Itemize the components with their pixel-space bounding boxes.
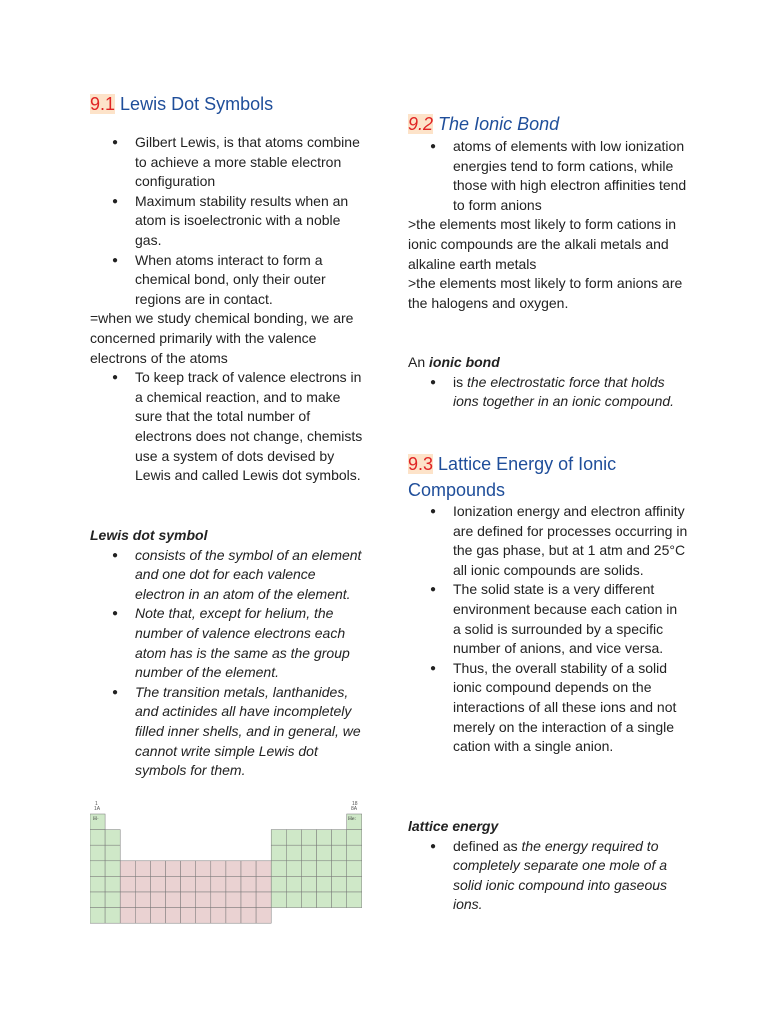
table-cell xyxy=(271,845,286,861)
table-cell xyxy=(241,892,256,908)
section-title: Lattice Energy of Ionic xyxy=(438,454,617,474)
group-1-label: 1 xyxy=(95,801,98,807)
definition-lead: defined as xyxy=(453,837,522,854)
table-cell xyxy=(90,908,105,924)
table-cell xyxy=(241,861,256,877)
paragraph: >the elements most likely to form cations in ionic compounds are the alkali metals and alkaline earth metals xyxy=(408,216,677,272)
table-cell xyxy=(317,845,332,861)
table-cell xyxy=(211,876,226,892)
list-item: ● atoms of elements with low ionization energies tend to form cations, while those with high electron affinities tend to form anions xyxy=(408,137,688,215)
table-cell xyxy=(271,861,286,877)
bullet-list xyxy=(90,368,365,486)
list-item: ● The transition metals, lanthanides, and actinides all have incompletely filled inner shells, and in general, we cannot write simple Lewis dot symbols for them. xyxy=(90,683,365,781)
table-cell xyxy=(90,861,105,877)
group-1a-label: 1A xyxy=(94,806,101,812)
bullet-list xyxy=(408,502,688,757)
table-cell xyxy=(120,861,135,877)
table-cell xyxy=(317,830,332,846)
table-cell xyxy=(150,876,165,892)
table-cell xyxy=(286,861,301,877)
section-number: 9.1 xyxy=(90,94,116,114)
table-cell xyxy=(105,845,120,861)
bullet-list xyxy=(90,133,365,309)
table-cell xyxy=(241,908,256,924)
table-cell xyxy=(286,845,301,861)
hydrogen-symbol: H· xyxy=(93,816,99,822)
section-9-3-heading xyxy=(408,451,616,503)
table-cell xyxy=(90,876,105,892)
table-cell xyxy=(317,861,332,877)
term-heading: Lewis dot symbol xyxy=(90,527,208,543)
table-cell xyxy=(271,830,286,846)
table-cell xyxy=(105,892,120,908)
table-cell xyxy=(196,861,211,877)
table-cell xyxy=(317,892,332,908)
table-cell xyxy=(332,876,347,892)
definition-text: the energy required to completely separate one mole of a solid ionic compound into gaseous ions. xyxy=(453,837,668,913)
term-heading: ionic bond xyxy=(429,354,500,370)
section-title-cont: Compounds xyxy=(408,480,506,500)
table-cell xyxy=(256,908,271,924)
section-9-3-body xyxy=(408,502,688,757)
table-cell xyxy=(226,908,241,924)
table-cell xyxy=(301,861,316,877)
table-cell xyxy=(256,892,271,908)
list-item xyxy=(408,373,688,412)
list-item xyxy=(408,837,688,915)
table-cell xyxy=(347,830,362,846)
list-item: ● Maximum stability results when an atom is isoelectronic with a noble gas. xyxy=(90,192,365,251)
list-item: ● To keep track of valence electrons in a chemical reaction, and to make sure that the total number of electrons does not change, chemists use a system of dots devised by Lewis and called Lewis dot symbols. xyxy=(90,368,365,486)
table-cell xyxy=(120,876,135,892)
table-cell xyxy=(181,876,196,892)
table-cell xyxy=(181,908,196,924)
table-cell xyxy=(211,892,226,908)
term-line xyxy=(408,353,688,373)
table-cell xyxy=(90,830,105,846)
table-cell xyxy=(135,876,150,892)
table-cell xyxy=(301,845,316,861)
table-cell xyxy=(256,876,271,892)
table-cell xyxy=(105,861,120,877)
bullet-list xyxy=(408,837,688,915)
helium-symbol: He: xyxy=(348,816,356,822)
table-cell xyxy=(135,861,150,877)
table-cell xyxy=(301,830,316,846)
table-cell xyxy=(150,861,165,877)
section-9-2-heading xyxy=(408,111,559,137)
list-item: ● Note that, except for helium, the number of valence electrons each atom has is the same as the group number of the element. xyxy=(90,604,365,682)
table-cell xyxy=(105,908,120,924)
table-cell xyxy=(317,876,332,892)
bullet-list xyxy=(408,373,688,412)
term-lead: An xyxy=(408,354,430,370)
section-9-1-body xyxy=(90,133,365,486)
table-cell xyxy=(166,861,181,877)
table-cell xyxy=(241,876,256,892)
list-item: ● Ionization energy and electron affinity are defined for processes occurring in the gas phase, but at 1 atm and 25°C all ionic compounds are solids. xyxy=(408,502,688,580)
table-cell xyxy=(166,876,181,892)
table-cell xyxy=(286,876,301,892)
table-cell xyxy=(347,892,362,908)
section-9-2-body xyxy=(408,137,688,313)
definition-lead: is xyxy=(453,373,467,390)
paragraph: >the elements most likely to form anions are the halogens and oxygen. xyxy=(408,275,683,311)
table-cell xyxy=(211,908,226,924)
group-8a-label: 8A xyxy=(351,806,358,812)
table-cell xyxy=(301,876,316,892)
list-item: ● The solid state is a very different environment because each cation in a solid is surrounded by a specific number of anions, and vice versa. xyxy=(408,580,688,658)
definition-text: the electrostatic force that holds ions together in an ionic compound. xyxy=(453,373,675,410)
table-cell xyxy=(347,861,362,877)
paragraph: =when we study chemical bonding, we are concerned primarily with the valence electrons of the atoms xyxy=(90,310,354,366)
table-cell xyxy=(226,892,241,908)
table-cell xyxy=(196,892,211,908)
table-cell xyxy=(166,908,181,924)
list-item: ● Gilbert Lewis, is that atoms combine to achieve a more stable electron configuration xyxy=(90,133,365,192)
list-item: ● When atoms interact to form a chemical bond, only their outer regions are in contact. xyxy=(90,251,365,310)
table-cell xyxy=(286,892,301,908)
table-cell xyxy=(332,892,347,908)
table-cell xyxy=(166,892,181,908)
table-cell xyxy=(301,892,316,908)
table-cell xyxy=(105,876,120,892)
list-item: ● consists of the symbol of an element and one dot for each valence electron in an atom of the element. xyxy=(90,546,365,605)
table-cell xyxy=(150,892,165,908)
table-cell xyxy=(332,845,347,861)
table-cell xyxy=(271,876,286,892)
table-cell xyxy=(181,861,196,877)
table-cells xyxy=(90,814,362,923)
table-cell xyxy=(135,908,150,924)
section-number: 9.2 xyxy=(408,114,434,134)
bullet-list xyxy=(408,137,688,215)
table-cell xyxy=(105,830,120,846)
periodic-table-figure xyxy=(90,800,362,924)
table-cell xyxy=(256,861,271,877)
table-cell xyxy=(332,830,347,846)
ionic-bond-block xyxy=(408,353,688,412)
table-cell xyxy=(271,892,286,908)
section-title: The Ionic Bond xyxy=(438,114,560,134)
table-cell xyxy=(226,876,241,892)
table-cell xyxy=(196,908,211,924)
table-cell xyxy=(181,892,196,908)
table-cell xyxy=(120,908,135,924)
periodic-table-lewis-symbols xyxy=(90,800,362,924)
table-cell xyxy=(226,861,241,877)
table-cell xyxy=(211,861,226,877)
section-number: 9.3 xyxy=(408,454,434,474)
table-cell xyxy=(90,892,105,908)
group-18-label: 18 xyxy=(352,801,358,807)
table-cell xyxy=(150,908,165,924)
table-cell xyxy=(347,845,362,861)
list-item: ● Thus, the overall stability of a solid ionic compound depends on the interactions of all these ions and not merely on the interaction of a single cation with a single anion. xyxy=(408,659,688,757)
table-cell xyxy=(196,876,211,892)
table-cell xyxy=(120,892,135,908)
lattice-energy-block xyxy=(408,817,688,915)
term-heading: lattice energy xyxy=(408,818,499,834)
table-cell xyxy=(135,892,150,908)
lewis-dot-symbol-block xyxy=(90,526,365,781)
table-cell xyxy=(347,876,362,892)
bullet-list xyxy=(90,546,365,781)
section-9-1-heading xyxy=(90,91,273,117)
section-title: Lewis Dot Symbols xyxy=(120,94,274,114)
table-cell xyxy=(286,830,301,846)
table-cell xyxy=(332,861,347,877)
table-cell xyxy=(90,845,105,861)
